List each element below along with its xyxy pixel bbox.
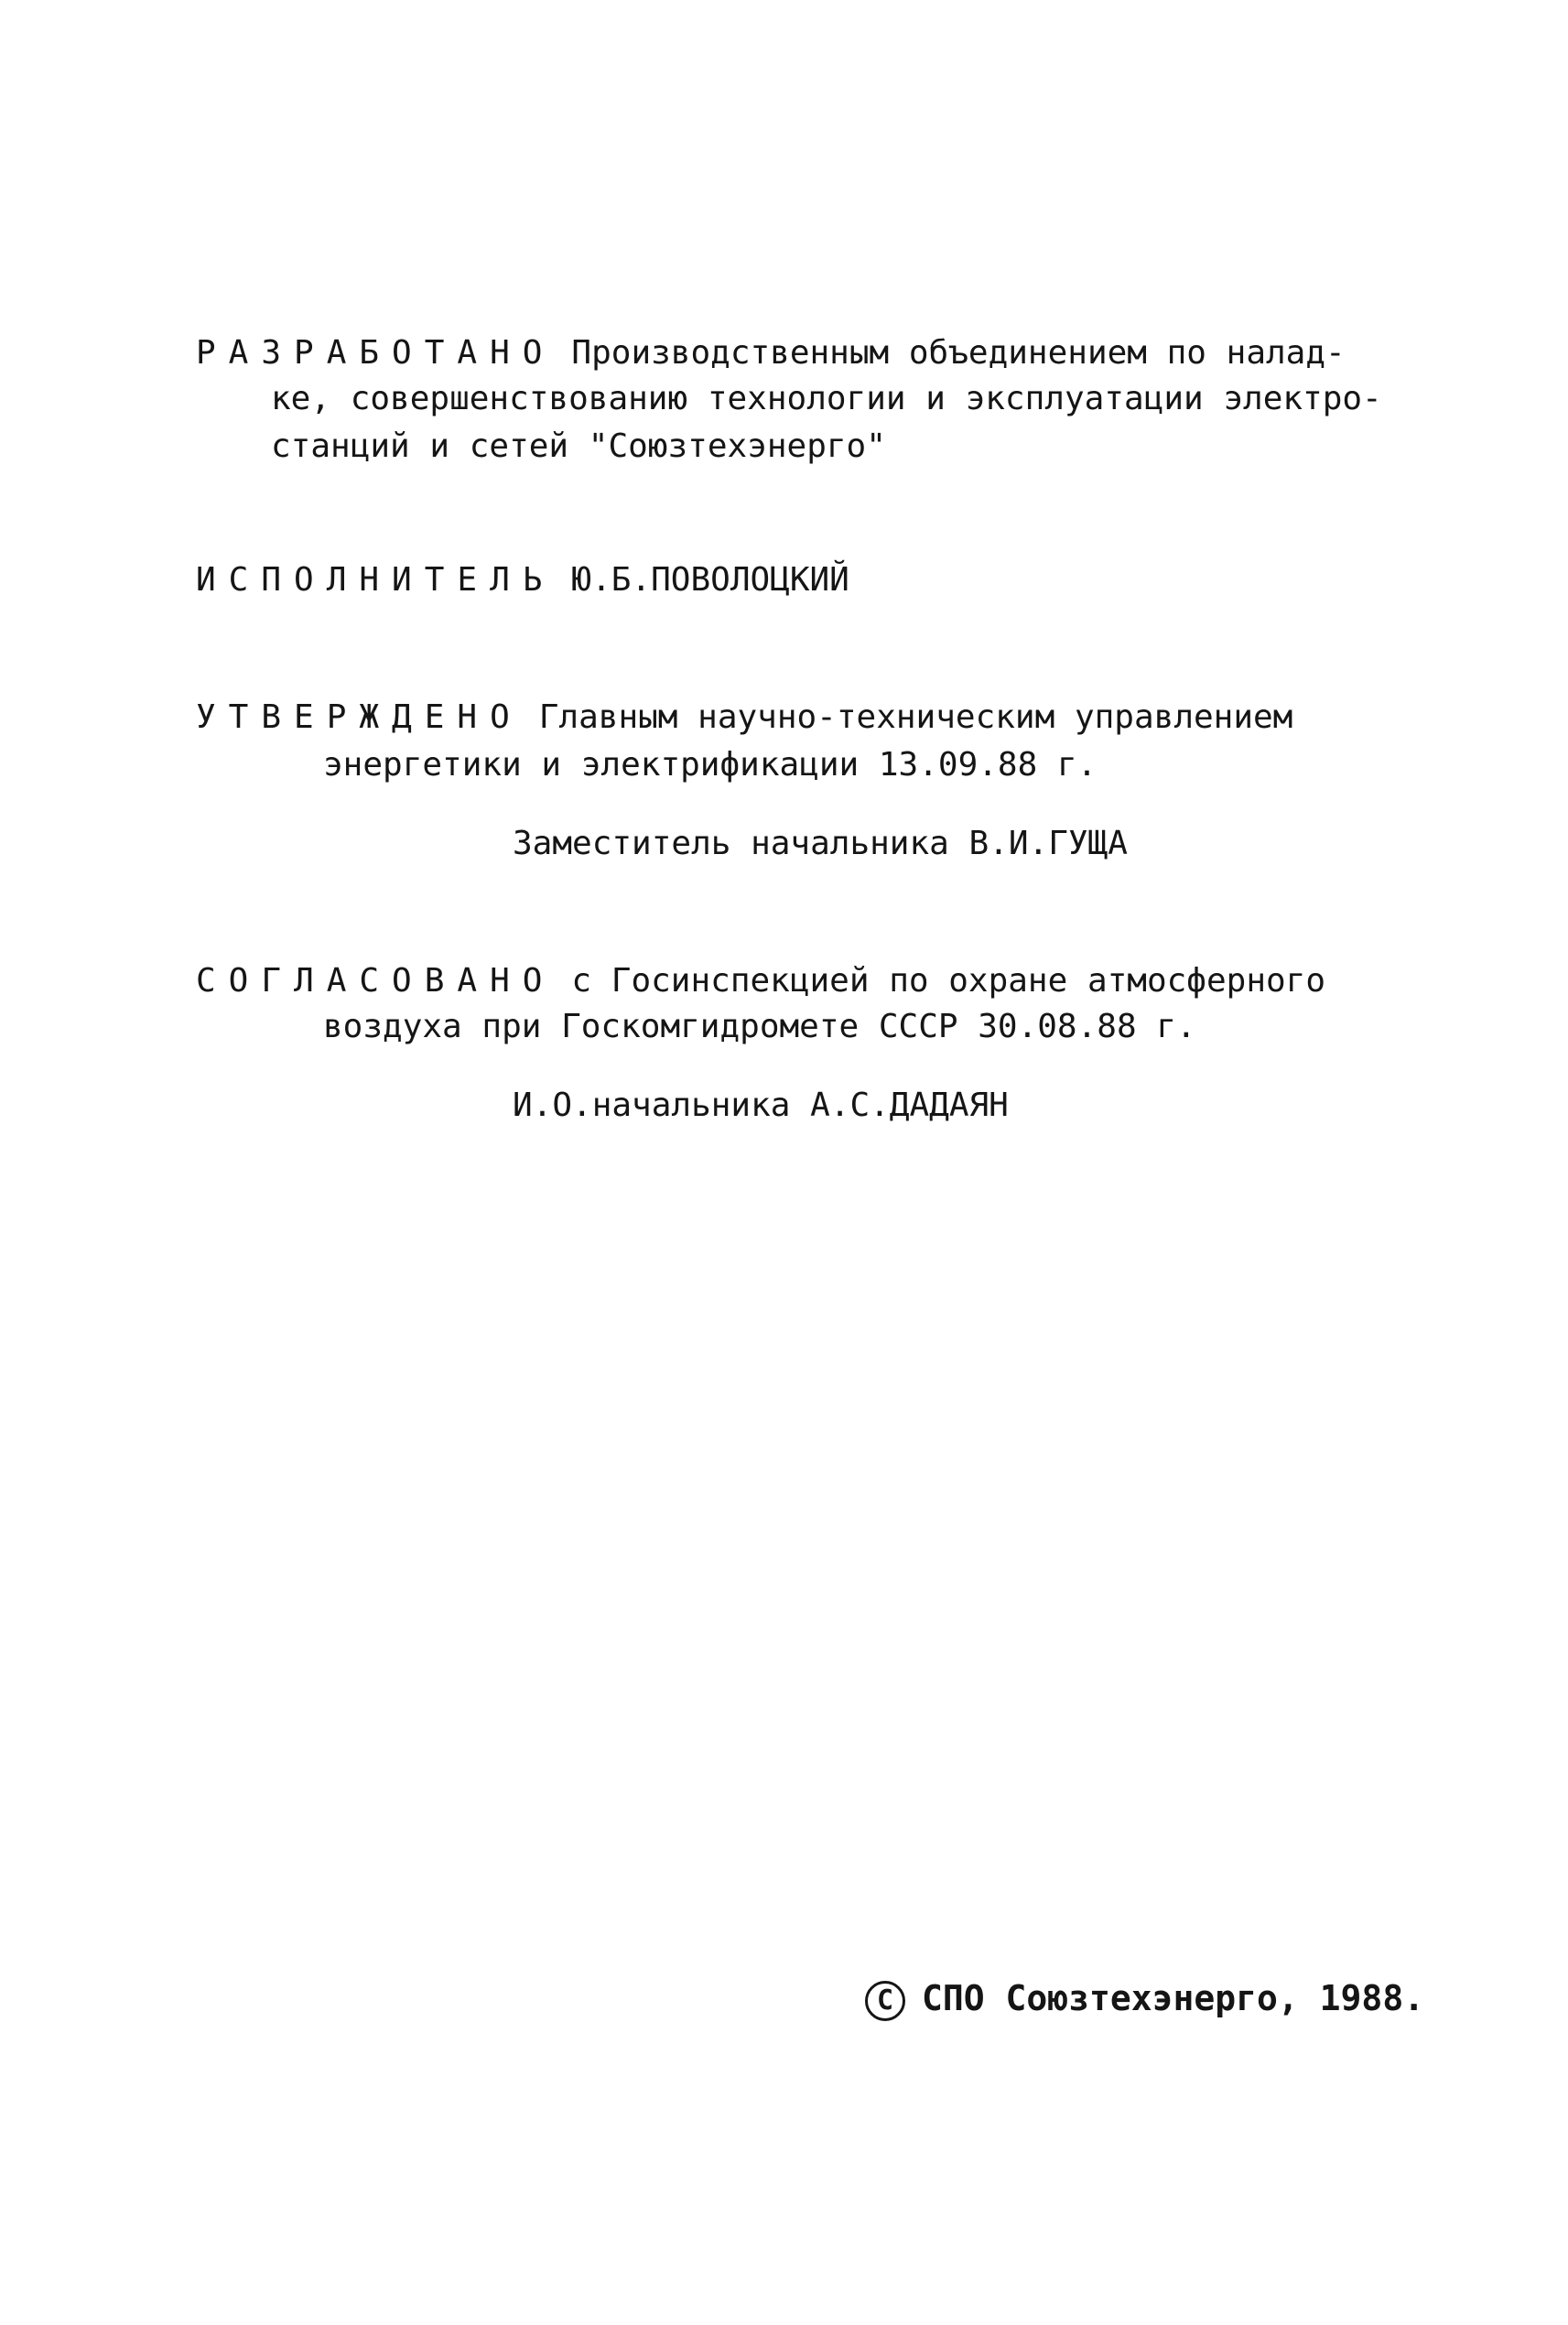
copyright-line — [865, 1977, 1424, 2021]
developed-line-2: ке, совершенствованию технологии и эксплуатации электро- — [271, 380, 1382, 417]
developed-line-1 — [196, 333, 1346, 373]
approved-label: УТВЕРЖДЕНО — [196, 698, 523, 736]
agreed-line-1 — [196, 961, 1325, 1001]
copyright-icon: C — [865, 1981, 905, 2021]
executor-label: ИСПОЛНИТЕЛЬ — [196, 561, 556, 599]
approved-line-2: энергетики и электрификации 13.09.88 г. — [323, 746, 1098, 784]
approved-text-1: Главным научно-техническим управлением — [538, 698, 1293, 736]
approved-signatory: Заместитель начальника В.И.ГУЩА — [513, 825, 1128, 862]
agreed-signatory: И.О.начальника А.С.ДАДАЯН — [513, 1087, 1009, 1124]
developed-text-1: Производственным объединением по налад- — [571, 334, 1346, 372]
copyright-text: СПО Союзтехэнерго, 1988. — [922, 1978, 1425, 2018]
agreed-label: СОГЛАСОВАНО — [196, 962, 556, 1000]
agreed-line-2: воздуха при Госкомгидромете СССР 30.08.88 г. — [323, 1008, 1196, 1045]
developed-label: РАЗРАБОТАНО — [196, 334, 556, 372]
executor-name: Ю.Б.ПОВОЛОЦКИЙ — [571, 561, 849, 599]
executor-line — [196, 560, 849, 600]
approved-line-1 — [196, 698, 1292, 738]
developed-line-3: станций и сетей "Союзтехэнерго" — [271, 427, 886, 465]
agreed-text-1: с Госинспекцией по охране атмосферного — [571, 962, 1326, 1000]
